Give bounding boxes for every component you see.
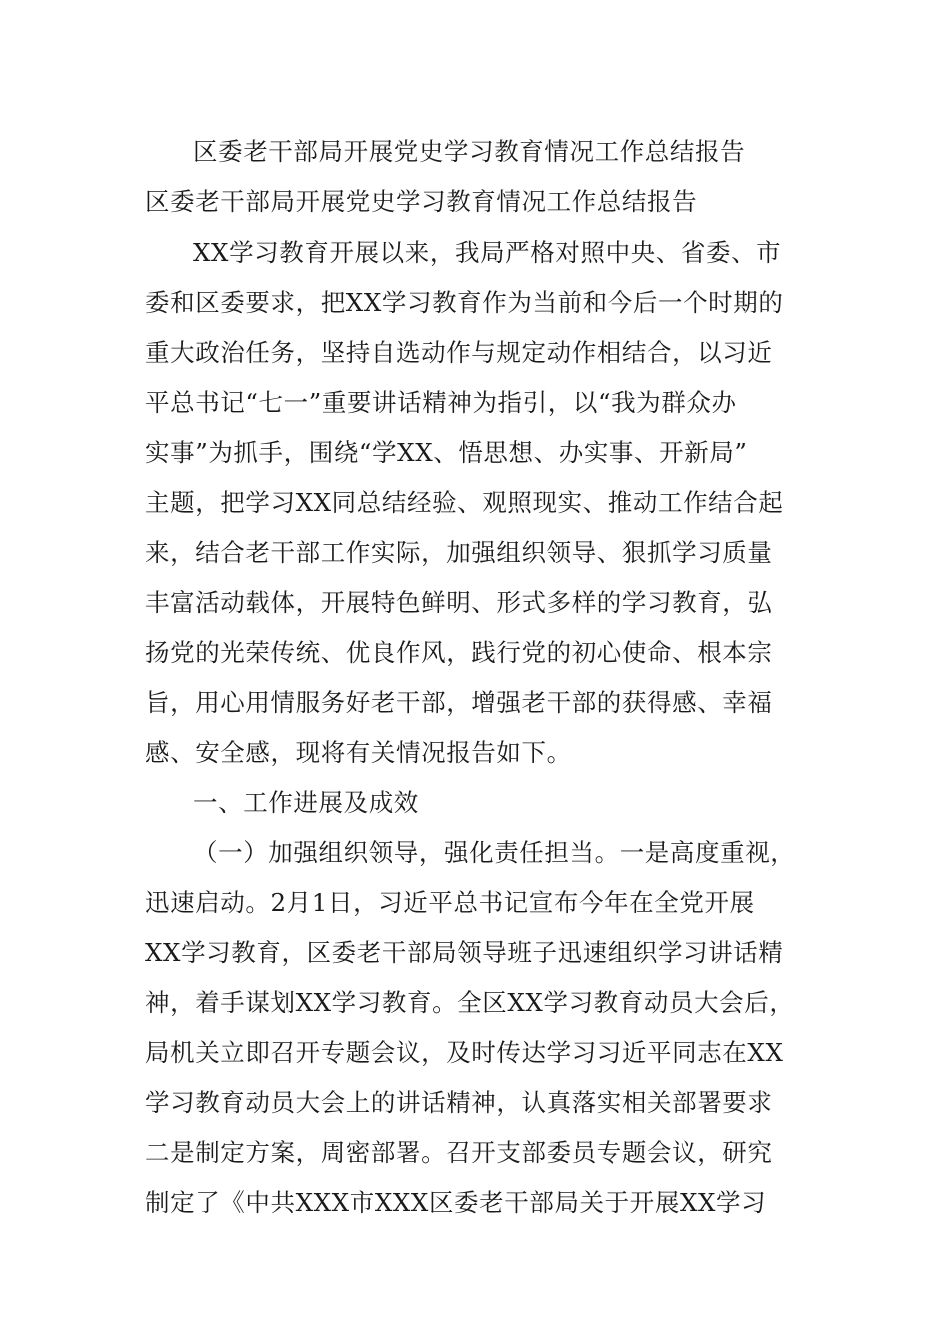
paragraph-line: XX学习教育，区委老干部局领导班子迅速组织学习讲话精 [145, 938, 784, 967]
paragraph-line: 平总书记“七一”重要讲话精神为指引，以“我为群众办 [145, 388, 737, 417]
document-title: 区委老干部局开展党史学习教育情况工作总结报告 [193, 137, 746, 166]
paragraph-line: 二是制定方案，周密部署。召开支部委员专题会议，研究 [145, 1138, 773, 1167]
paragraph-line: 委和区委要求，把XX学习教育作为当前和今后一个时期的 [145, 288, 784, 317]
paragraph-line: 主题，把学习XX同总结经验、观照现实、推动工作结合起 [145, 488, 784, 517]
paragraph-line: 感、安全感，现将有关情况报告如下。 [145, 738, 572, 767]
paragraph-line: 局机关立即召开专题会议，及时传达学习习近平同志在XX [145, 1038, 784, 1067]
section-heading: 一、工作进展及成效 [193, 788, 419, 817]
paragraph-line: 制定了《中共XXX市XXX区委老干部局关于开展XX学习 [145, 1188, 767, 1217]
paragraph-line: 旨，用心用情服务好老干部，增强老干部的获得感、幸福 [145, 688, 773, 717]
paragraph-line: 来，结合老干部工作实际，加强组织领导、狠抓学习质量 [145, 538, 773, 567]
paragraph-line: 迅速启动。2月1日，习近平总书记宣布今年在全党开展 [145, 888, 755, 917]
paragraph-line: 神，着手谋划XX学习教育。全区XX学习教育动员大会后， [145, 988, 795, 1017]
paragraph-line: 丰富活动载体，开展特色鲜明、形式多样的学习教育，弘 [145, 588, 773, 617]
document-subtitle: 区委老干部局开展党史学习教育情况工作总结报告 [145, 187, 698, 216]
paragraph-line: 实事”为抓手，围绕“学XX、悟思想、办实事、开新局” [145, 438, 748, 467]
paragraph-line: （一）加强组织领导，强化责任担当。一是高度重视， [193, 838, 796, 867]
paragraph-line: 重大政治任务，坚持自选动作与规定动作相结合，以习近 [145, 338, 773, 367]
paragraph-line: XX学习教育开展以来，我局严格对照中央、省委、市 [193, 238, 782, 267]
paragraph-line: 扬党的光荣传统、优良作风，践行党的初心使命、根本宗 [145, 638, 773, 667]
paragraph-line: 学习教育动员大会上的讲话精神，认真落实相关部署要求 [145, 1088, 773, 1117]
